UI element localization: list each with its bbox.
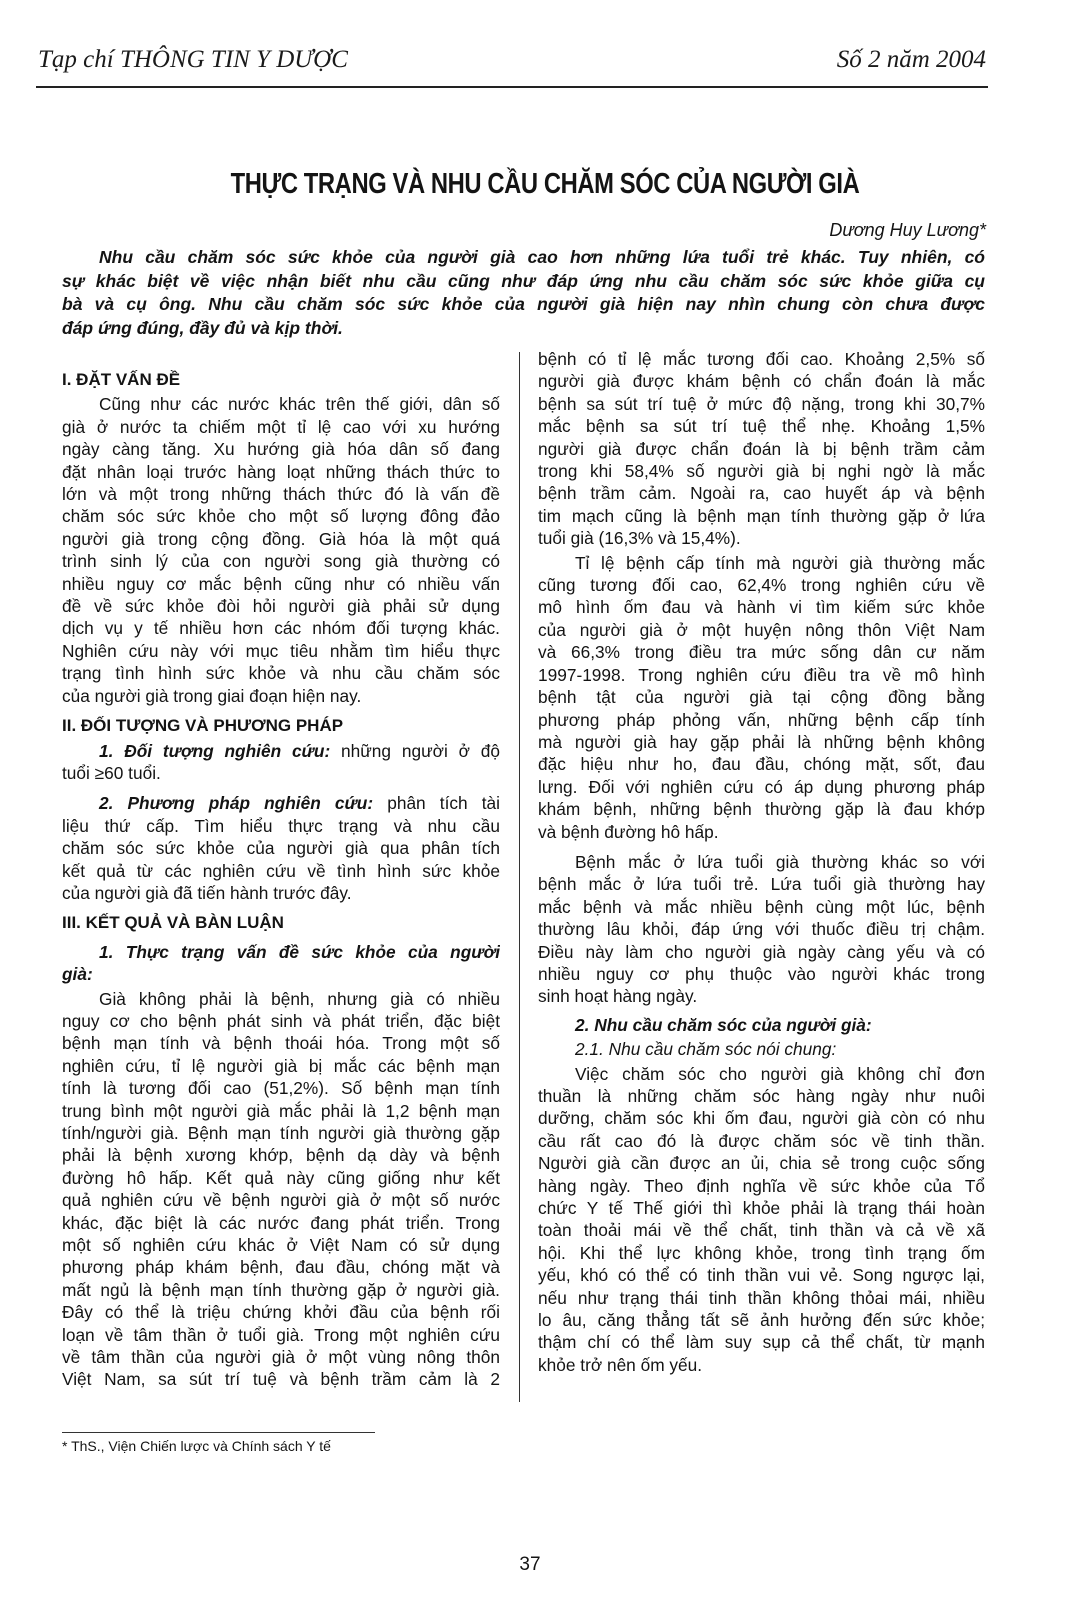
text-line xyxy=(62,1189,500,1211)
line-text: lo âu, căng thẳng tất sẽ ảnh hưởng đến sức khỏe; xyxy=(538,1310,985,1331)
line-text: yếu, khó có thể có tinh thần vui vẻ. Song ngược lại, xyxy=(538,1265,985,1286)
line-text: và 66,3% trong điều tra mức sống dân cư năm xyxy=(538,642,985,663)
text-line xyxy=(538,1197,985,1219)
line-text: trình sinh lý của con người song già thường có xyxy=(62,551,500,572)
line-text: của người già đã tiến hành trước đây. xyxy=(62,882,352,903)
line-text: nhiều nguy cơ phụ thuộc vào người khác trong xyxy=(538,963,985,984)
text-line xyxy=(62,1301,500,1323)
line-text: hàng ngày. Theo định nghĩa về sức khỏe của Tổ xyxy=(538,1175,985,1196)
line-text: Việc chăm sóc cho người già không chỉ đơn xyxy=(575,1063,985,1084)
line-text: và bệnh đường hô hấp. xyxy=(538,821,719,842)
text-line xyxy=(62,393,500,415)
run-in-heading: 1. Đối tượng nghiên cứu: xyxy=(99,740,331,761)
line-text: Đây có thể là triệu chứng khởi đầu của bệnh rối xyxy=(62,1302,500,1323)
issue-label: Số 2 năm 2004 xyxy=(836,46,986,73)
subsection-heading xyxy=(538,1038,985,1060)
line-text: tim mạch cũng là bệnh mạn tính thường gặp ở lứa xyxy=(538,505,985,526)
text-line xyxy=(538,709,985,731)
paragraph xyxy=(538,851,985,1008)
line-text: khám bệnh, những bệnh thường gặp là đau khớp xyxy=(538,799,985,820)
line-text: mà người già hay gặp phải là những bệnh không xyxy=(538,731,985,752)
line-text: cũng tương đối cao, 62,4% trong nghiên cứu về xyxy=(538,575,985,596)
line-text: phương pháp phỏng vấn, những bệnh cấp tính xyxy=(538,709,985,730)
line-text: thường lâu khỏi, đáp ứng với thuốc điều trị chậm. xyxy=(538,919,985,940)
line-text: Cũng như các nước khác trên thế giới, dân số xyxy=(99,394,500,415)
text-line xyxy=(538,776,985,798)
abstract-line: đáp ứng đúng, đầy đủ và kịp thời. xyxy=(62,317,343,338)
line-text: của người già ở một huyện nông thôn Việt Nam xyxy=(538,619,985,640)
text-line xyxy=(538,798,985,820)
text-line xyxy=(62,528,500,550)
right-column xyxy=(538,346,985,1376)
text-line xyxy=(538,482,985,504)
text-line xyxy=(62,438,500,460)
text-line xyxy=(62,685,500,707)
section-heading: I. ĐẶT VẤN ĐỀ xyxy=(62,370,181,389)
line-text: già: xyxy=(62,964,93,985)
text-line xyxy=(62,792,500,814)
text-line xyxy=(62,963,500,985)
text-line xyxy=(62,1346,500,1368)
text-line xyxy=(538,1264,985,1286)
subsection-heading xyxy=(538,1014,985,1036)
text-line xyxy=(538,753,985,775)
text-line xyxy=(62,815,500,837)
text-line xyxy=(538,574,985,596)
text-line xyxy=(62,837,500,859)
subsection-heading xyxy=(62,941,500,986)
text-line xyxy=(538,415,985,437)
text-line xyxy=(62,1032,500,1054)
line-text: cầu rất cao đó là được chăm sóc về tinh thần. xyxy=(538,1130,985,1151)
text-line xyxy=(62,1167,500,1189)
line-text: phải là bệnh xương khớp, bệnh dạ dày và bệnh xyxy=(62,1145,500,1166)
text-line xyxy=(538,1354,985,1376)
line-text: bệnh tật của người già tại cộng đồng bằng xyxy=(538,687,985,708)
text-line xyxy=(62,882,500,904)
text-line xyxy=(62,1324,500,1346)
line-text: nếu như trạng thái tinh thần không thỏai mái, nhiều xyxy=(538,1287,985,1308)
abstract xyxy=(62,246,985,340)
text-line xyxy=(538,1309,985,1331)
text-line xyxy=(62,1122,500,1144)
text-line xyxy=(62,860,500,882)
text-line xyxy=(62,573,500,595)
line-text: thuần là những chăm sóc hàng ngày như nuôi xyxy=(538,1086,985,1106)
line-text: 1. Thực trạng vấn đề sức khỏe của người xyxy=(99,941,500,962)
line-text: người già được khám bệnh có chẩn đoán là mắc xyxy=(538,371,985,392)
line-text: khỏe trở nên ốm yếu. xyxy=(538,1354,703,1375)
text-line xyxy=(538,370,985,392)
text-line xyxy=(62,1077,500,1099)
line-text: bệnh sa sút trí tuệ ở mức độ nặng, trong khi 30,7% xyxy=(538,393,985,414)
line-text: 2.1. Nhu cầu chăm sóc nói chung: xyxy=(575,1039,837,1060)
author: Dương Huy Lương* xyxy=(829,220,986,240)
text-line xyxy=(538,1014,985,1036)
line-text: thậm chí có thể làm suy sụp cả thể chất, từ mạnh xyxy=(538,1332,985,1353)
line-text: mắc bệnh sa sút trí tuệ thể nhẹ. Khoảng 1,5% xyxy=(538,416,985,437)
line-text: 2. Nhu cầu chăm sóc của người già: xyxy=(575,1014,872,1035)
abstract-line: Nhu cầu chăm sóc sức khỏe của người già cao hơn những lứa tuổi trẻ khác. Tuy nhiên, có xyxy=(99,247,985,267)
text-line xyxy=(538,731,985,753)
line-text: lưng. Đối với nghiên cứu có áp dụng phương pháp xyxy=(538,776,985,797)
text-line xyxy=(538,1287,985,1309)
text-line xyxy=(538,641,985,663)
text-line xyxy=(538,896,985,918)
line-text: Tỉ lệ bệnh cấp tính mà người già thường mắc xyxy=(575,552,985,573)
text-line xyxy=(538,821,985,843)
column-divider xyxy=(519,352,520,1402)
text-line xyxy=(538,918,985,940)
line-text: mô hình ốm đau và hành vi tìm kiếm sức khỏe xyxy=(538,597,985,618)
text-line xyxy=(62,1279,500,1301)
line-text: dịch vụ y tế nhiều hơn các nhóm đối tượng khác. xyxy=(62,618,500,639)
text-line xyxy=(538,873,985,895)
line-text: người già trong cộng đồng. Già hóa là một quá xyxy=(62,528,500,549)
text-line xyxy=(538,963,985,985)
paragraph xyxy=(62,740,500,785)
text-line xyxy=(62,1212,500,1234)
line-text: Điều này làm cho người già ngày càng yếu và có xyxy=(538,941,985,962)
line-text: tính là tương đối cao (51,2%). Số bệnh mạn tính xyxy=(62,1078,500,1099)
line-text: tính/người già. Bệnh mạn tính người già thường gặp xyxy=(62,1123,500,1143)
section-heading: II. ĐỐI TƯỢNG VÀ PHƯƠNG PHÁP xyxy=(62,716,344,736)
text-line xyxy=(538,1085,985,1107)
text-line xyxy=(62,988,500,1010)
line-text: về tâm thần của người già ở một vùng nông thôn xyxy=(62,1347,500,1368)
text-line xyxy=(538,985,985,1007)
footnote-rule xyxy=(62,1432,375,1433)
abstract-line: bà và cụ ông. Nhu cầu chăm sóc sức khỏe của người già hiện nay nhìn chung còn chưa được xyxy=(62,294,985,314)
text-line xyxy=(538,664,985,686)
line-text: nguy cơ cho bệnh phát sinh và phát triển, đặc biệt xyxy=(62,1010,500,1031)
text-line xyxy=(62,483,500,505)
text-line xyxy=(62,740,500,762)
line-text: bệnh trầm cảm. Ngoài ra, cao huyết áp và bệnh xyxy=(538,483,985,504)
line-text: phân tích tài xyxy=(373,793,500,814)
line-text: sinh hoạt hàng ngày. xyxy=(538,986,698,1007)
text-line xyxy=(538,505,985,527)
text-line xyxy=(538,552,985,574)
line-text: đặt nhân loại trước hàng loạt những thách thức to xyxy=(62,461,500,482)
text-line xyxy=(538,460,985,482)
text-line xyxy=(538,348,985,370)
line-text: đề về sức khỏe đòi hỏi người già phải sử dụng xyxy=(62,596,500,617)
line-text: Bệnh mắc ở lứa tuổi già thường khác so với xyxy=(575,851,985,872)
text-line xyxy=(538,596,985,618)
line-text: Việt Nam, sa sút trí tuệ và bệnh trầm cảm là 2 xyxy=(62,1369,500,1390)
line-text: những người ở độ xyxy=(330,740,500,761)
text-line xyxy=(62,1144,500,1166)
line-text: dưỡng, chăm sóc khi ốm đau, người già còn có nhu xyxy=(538,1108,985,1129)
paragraph xyxy=(538,552,985,843)
line-text: khác, đặc biệt là các nước đang phát triển. Trong xyxy=(62,1212,500,1233)
line-text: bệnh có tỉ lệ mắc tương đối cao. Khoảng 2,5% số xyxy=(538,349,985,369)
article-title: THỰC TRẠNG VÀ NHU CẦU CHĂM SÓC CỦA NGƯỜI GIÀ xyxy=(230,168,860,200)
text-line xyxy=(62,1234,500,1256)
text-line xyxy=(62,1055,500,1077)
text-line xyxy=(538,1175,985,1197)
line-text: Người già cần được an ủi, chia sẻ trong cuộc sống xyxy=(538,1153,985,1174)
line-text: trung bình một người già mắc phải là 1,2 bệnh mạn xyxy=(62,1100,500,1121)
text-line xyxy=(538,941,985,963)
line-text: lớn và một trong những thách thức đó là vấn đề xyxy=(62,484,500,505)
line-text: già ở nước ta chiếm một tỉ lệ cao với xu hướng xyxy=(62,416,500,437)
text-line xyxy=(62,640,500,662)
text-line xyxy=(538,1331,985,1353)
text-line xyxy=(62,1256,500,1278)
footnote: * ThS., Viện Chiến lược và Chính sách Y tế xyxy=(62,1438,331,1454)
text-line xyxy=(62,550,500,572)
line-text: trạng tình hình sức khỏe và nhu cầu chăm sóc xyxy=(62,663,500,684)
line-text: phương pháp khám bệnh, đau đầu, chóng mặt và xyxy=(62,1257,500,1278)
line-text: kết quả từ các nghiên cứu về tình hình sức khỏe xyxy=(62,860,500,881)
line-text: nghiên cứu, tỉ lệ người già bị mắc các bệnh mạn xyxy=(62,1055,500,1076)
line-text: mắc bệnh và mắc nhiều bệnh cùng một lúc, bệnh xyxy=(538,896,985,917)
line-text: liệu thứ cấp. Tìm hiểu thực trạng và nhu cầu xyxy=(62,815,500,836)
paragraph xyxy=(62,393,500,707)
line-text: loạn về tâm thần ở tuổi già. Trong một nghiên cứu xyxy=(62,1324,500,1345)
paragraph xyxy=(538,348,985,550)
paragraph xyxy=(62,988,500,1391)
line-text: 1997-1998. Trong nghiên cứu điều tra về mô hình xyxy=(538,664,985,685)
text-line xyxy=(538,1242,985,1264)
text-line xyxy=(62,941,500,963)
text-line xyxy=(62,617,500,639)
paragraph xyxy=(538,1063,985,1377)
line-text: hội. Khi thể lực không khỏe, trong tình trạng ốm xyxy=(538,1242,985,1263)
page-number: 37 xyxy=(519,1554,541,1575)
text-line xyxy=(538,851,985,873)
text-line xyxy=(538,1038,985,1060)
text-line xyxy=(62,1010,500,1032)
text-line xyxy=(62,505,500,527)
text-line xyxy=(62,1100,500,1122)
text-line xyxy=(538,619,985,641)
line-text: trong khi 58,4% số người già bị nghi ngờ là mắc xyxy=(538,461,985,482)
text-line xyxy=(62,416,500,438)
line-text: quả nghiên cứu về bệnh người già ở một số nước xyxy=(62,1190,500,1211)
line-text: bệnh mắc ở lứa tuổi trẻ. Lứa tuổi già thường hay xyxy=(538,874,985,895)
paragraph xyxy=(62,792,500,904)
line-text: tuổi ≥60 tuổi. xyxy=(62,762,161,783)
text-line xyxy=(538,527,985,549)
text-line xyxy=(538,686,985,708)
run-in-heading: 2. Phương pháp nghiên cứu: xyxy=(99,793,374,814)
line-text: một số nghiên cứu khác ở Việt Nam có sử dụng xyxy=(62,1235,500,1256)
line-text: đặc hiệu như ho, đau đầu, chóng mặt, sốt, đau xyxy=(538,754,985,775)
text-line xyxy=(538,1107,985,1129)
line-text: Nghiên cứu này với mục tiêu nhằm tìm hiểu thực xyxy=(62,640,500,661)
line-text: chức Y tế Thế giới thì khỏe phải là trạng thái hoàn xyxy=(538,1198,985,1219)
line-text: Già không phải là bệnh, nhưng già có nhiều xyxy=(99,988,500,1009)
line-text: toàn thoải mái về thể chất, tinh thần và cả về xã xyxy=(538,1220,985,1241)
text-line xyxy=(62,662,500,684)
journal-name: Tạp chí THÔNG TIN Y DƯỢC xyxy=(38,46,348,73)
line-text: của người già trong giai đoạn hiện nay. xyxy=(62,685,362,706)
text-line xyxy=(538,1219,985,1241)
line-text: chăm sóc sức khỏe cho một số lượng đông đảo xyxy=(62,506,500,527)
text-line xyxy=(538,1152,985,1174)
text-line xyxy=(62,595,500,617)
line-text: chăm sóc sức khỏe của người già qua phân tích xyxy=(62,838,500,859)
left-column xyxy=(62,361,500,1391)
line-text: tuổi già (16,3% và 15,4%). xyxy=(538,528,741,549)
line-text: đường hô hấp. Kết quả này cũng giống như kết xyxy=(62,1167,500,1188)
line-text: ngày càng tăng. Xu hướng già hóa dân số đang xyxy=(62,439,500,460)
text-line xyxy=(62,461,500,483)
line-text: nhiều nguy cơ mắc bệnh cũng như có nhiều vấn xyxy=(62,573,500,594)
text-line xyxy=(538,1130,985,1152)
line-text: người già được chẩn đoán là bị bệnh trầm cảm xyxy=(538,438,985,459)
text-line xyxy=(538,393,985,415)
section-heading: III. KẾT QUẢ VÀ BÀN LUẬN xyxy=(62,913,284,933)
line-text: bệnh mạn tính và bệnh thoái hóa. Trong một số xyxy=(62,1033,500,1054)
text-line xyxy=(62,1368,500,1390)
text-line xyxy=(538,1063,985,1085)
text-line xyxy=(62,762,500,784)
line-text: mất ngủ là bệnh mạn tính thường gặp ở người già. xyxy=(62,1279,500,1300)
text-line xyxy=(538,438,985,460)
abstract-line: sự khác biệt về việc nhận biết nhu cầu cũng như đáp ứng nhu cầu chăm sóc sức khỏe giữa cụ xyxy=(62,270,985,291)
header-rule xyxy=(36,86,988,88)
